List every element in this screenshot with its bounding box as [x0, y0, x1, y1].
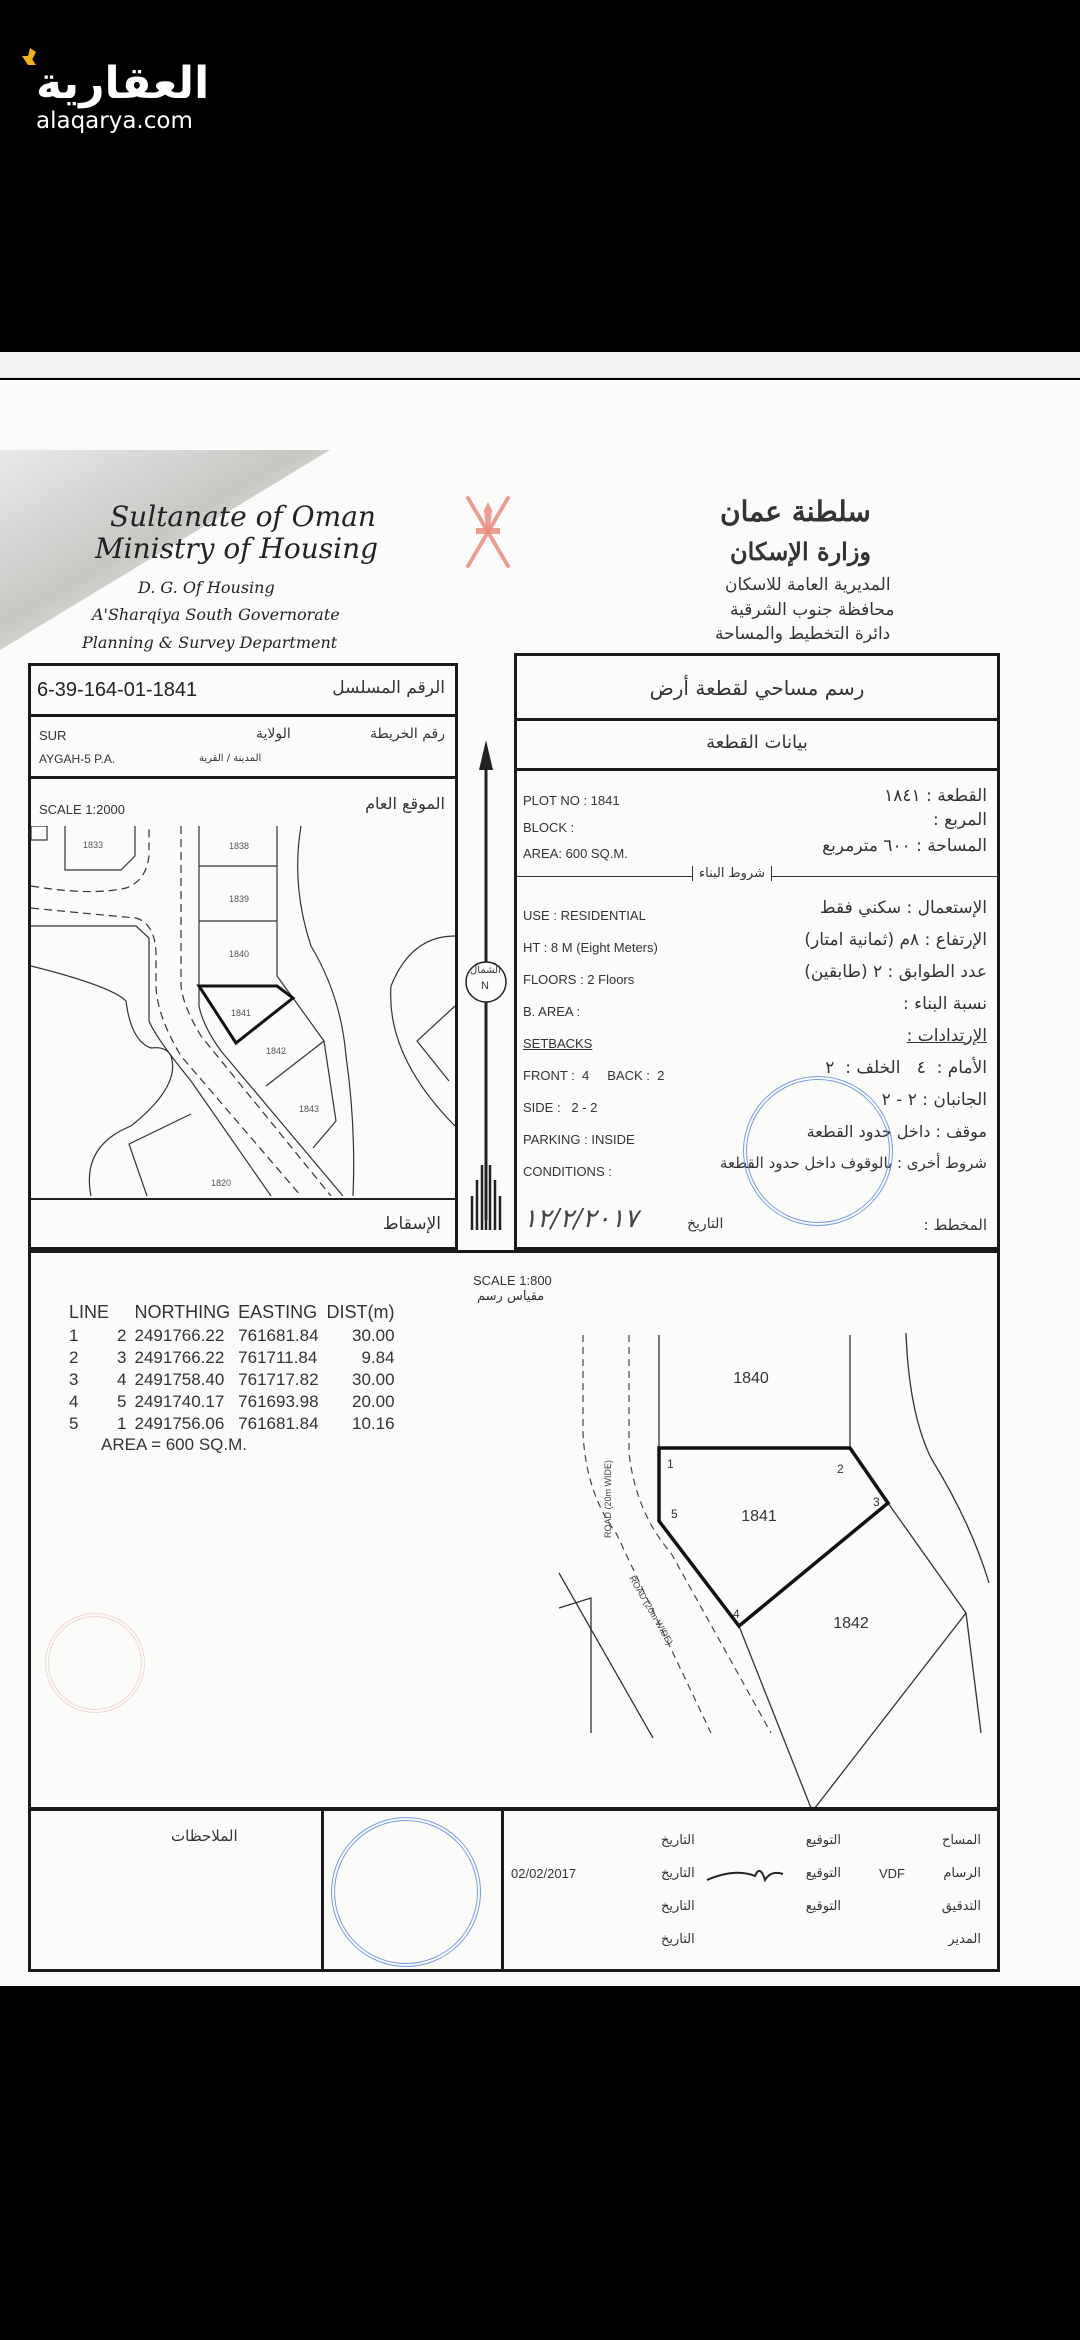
- plot-no-ar: القطعة : ١٨٤١: [884, 786, 987, 806]
- height-en: HT : 8 M (Eight Meters): [523, 940, 658, 955]
- plot-label-1841: 1841: [741, 1508, 777, 1525]
- official-stamp-icon: [743, 1076, 893, 1226]
- setbacks-en: SETBACKS: [523, 1036, 593, 1051]
- svg-text:1838: 1838: [228, 841, 250, 851]
- front-back-ar: الأمام : ٤ الخلف : ٢: [825, 1058, 987, 1078]
- serial-value: 6-39-164-01-1841: [37, 679, 198, 701]
- area-ar: المساحة : ٦٠٠ مترمربع: [822, 836, 987, 856]
- floors-en: FLOORS : 2 Floors: [523, 972, 635, 987]
- table-row: 2 3 2491766.22 761711.84 9.84: [69, 1348, 395, 1367]
- use-ar: الإستعمال : سكني فقط: [819, 898, 987, 918]
- svg-text:4: 4: [733, 1607, 740, 1621]
- top-black-bar: [0, 0, 1080, 352]
- block-ar: المربع :: [932, 810, 987, 830]
- front-back-en: FRONT : 4 BACK : 2: [523, 1068, 665, 1083]
- handwritten-date: ١٢/٢/٢٠١٧: [523, 1204, 639, 1234]
- header-dg: D. G. Of Housing: [138, 578, 275, 597]
- official-stamp-icon: [331, 1817, 481, 1967]
- header-arabic-governorate: محافظة جنوب الشرقية: [730, 600, 895, 620]
- svg-text:1840: 1840: [228, 949, 250, 959]
- header-arabic-dg: المديرية العامة للاسكان: [725, 575, 891, 595]
- header-arabic-sultanate: سلطنة عمان: [720, 495, 871, 528]
- coordinate-table: [65, 1301, 399, 1455]
- svg-text:1833: 1833: [82, 840, 104, 850]
- table-row: 1 2 2491766.22 761681.84 30.00: [69, 1326, 395, 1345]
- planner-label: المخطط :: [923, 1216, 987, 1234]
- svg-text:1820: 1820: [210, 1178, 232, 1188]
- side-en: SIDE : 2 - 2: [523, 1100, 598, 1115]
- north-label-arabic: الشمال: [470, 965, 501, 976]
- svg-text:ROAD (20m WIDE): ROAD (20m WIDE): [627, 1574, 675, 1647]
- col-dist: DIST(m): [326, 1302, 395, 1322]
- serial-label: الرقم المسلسل: [332, 678, 445, 698]
- logo-arabic: العقارية: [36, 58, 210, 109]
- setbacks-ar: الإرتدادات :: [906, 1026, 987, 1046]
- col-line: LINE: [69, 1302, 110, 1322]
- parking-en: PARKING : INSIDE: [523, 1132, 635, 1147]
- plot-label-1840: 1840: [733, 1370, 769, 1387]
- table-row: 4 5 2491740.17 761693.98 20.00: [69, 1392, 395, 1411]
- drafter-initials: VDF: [879, 1866, 905, 1881]
- location-map: [31, 826, 455, 1196]
- use-en: USE : RESIDENTIAL: [523, 908, 646, 923]
- side-ar: الجانبان : ٢ - ٢: [881, 1090, 987, 1110]
- svg-text:1843: 1843: [298, 1104, 320, 1114]
- total-area: AREA = 600 SQ.M.: [101, 1435, 247, 1454]
- header-arabic-ministry: وزارة الإسكان: [730, 537, 872, 566]
- north-label-letter: N: [481, 980, 489, 992]
- wilayat-label: الولاية: [256, 726, 291, 742]
- col-northing: NORTHING: [134, 1302, 231, 1322]
- town-value: AYGAH-5 P.A.: [39, 752, 116, 766]
- plot-drawing: [441, 1253, 1001, 1807]
- signature-row: الرسام VDF التوقيع التاريخ 02/02/2017: [511, 1866, 991, 1899]
- conditions-en: CONDITIONS :: [523, 1164, 612, 1179]
- location-panel: [28, 663, 458, 1250]
- general-location-label: الموقع العام: [365, 794, 445, 813]
- town-label: المدينة / القرية: [199, 753, 262, 764]
- logo-domain: alaqarya.com: [36, 108, 193, 134]
- parking-ar: موقف : داخل حدود القطعة: [806, 1122, 987, 1141]
- remarks-label: الملاحظات: [171, 1827, 238, 1845]
- location-scale: SCALE 1:2000: [39, 802, 126, 817]
- oman-emblem-icon: [460, 488, 516, 580]
- table-row: 3 4 2491758.40 761717.82 30.00: [69, 1370, 395, 1389]
- projection-label: الإسقاط: [382, 1214, 441, 1234]
- drafter-date: 02/02/2017: [511, 1866, 577, 1881]
- signature-rows: [511, 1833, 991, 1965]
- height-ar: الإرتفاع : ٨م (ثمانية امتار): [804, 930, 987, 950]
- signature-row: التدقيق التوقيع التاريخ: [661, 1899, 981, 1914]
- svg-text:1841: 1841: [230, 1008, 252, 1018]
- conditions-ar: شروط أخرى : بالوقوف داخل حدود القطعة: [719, 1154, 987, 1172]
- header-arabic-department: دائرة التخطيط والمساحة: [715, 624, 891, 644]
- plot-label-1842: 1842: [833, 1615, 869, 1632]
- faded-stamp-icon: [45, 1613, 145, 1713]
- plot-no-en: PLOT NO : 1841: [523, 793, 620, 808]
- header-sultanate: Sultanate of Oman: [110, 500, 376, 533]
- svg-text:1: 1: [667, 1457, 674, 1471]
- date-label: التاريخ: [687, 1216, 724, 1232]
- building-conditions-label: شروط البناء: [692, 866, 772, 881]
- signatures-panel: [28, 1808, 1000, 1972]
- b-area-en: B. AREA :: [523, 1004, 581, 1019]
- survey-drawing-panel: [28, 1250, 1000, 1810]
- signature-row: المساح التوقيع التاريخ: [661, 1833, 981, 1848]
- bottom-black-bar: [0, 1986, 1080, 2340]
- col-easting: EASTING: [238, 1302, 318, 1322]
- header-governorate: A'Sharqiya South Governorate: [92, 605, 340, 624]
- plot-data-panel: [514, 653, 1000, 1250]
- drawing-scale-en: SCALE 1:800: [473, 1273, 552, 1288]
- svg-text:ROAD (20m WIDE): ROAD (20m WIDE): [603, 1459, 613, 1538]
- separator-strip: [0, 352, 1080, 378]
- table-row: 5 1 2491756.06 761681.84 10.16: [69, 1414, 395, 1433]
- header-ministry: Ministry of Housing: [95, 532, 379, 565]
- floors-ar: عدد الطوابق : ٢ (طابقين): [804, 962, 987, 982]
- svg-text:1839: 1839: [228, 894, 250, 904]
- wilayat-value: SUR: [39, 728, 67, 743]
- signature-row: المدير التاريخ: [661, 1932, 981, 1947]
- panel-title: رسم مساحي لقطعة أرض: [649, 676, 865, 700]
- panel-subtitle: بيانات القطعة: [706, 732, 808, 753]
- svg-text:2: 2: [837, 1462, 844, 1476]
- drawing-scale-ar: مقياس رسم: [477, 1289, 545, 1304]
- svg-text:5: 5: [671, 1507, 678, 1521]
- signature-scribble-icon: [705, 1860, 785, 1888]
- b-area-ar: نسبة البناء :: [902, 994, 987, 1014]
- svg-text:3: 3: [873, 1495, 880, 1509]
- area-en: AREA: 600 SQ.M.: [523, 846, 628, 861]
- header-department: Planning & Survey Department: [82, 633, 338, 652]
- map-no-label: رقم الخريطة: [369, 726, 445, 742]
- block-en: BLOCK :: [523, 820, 575, 835]
- svg-text:1842: 1842: [265, 1046, 287, 1056]
